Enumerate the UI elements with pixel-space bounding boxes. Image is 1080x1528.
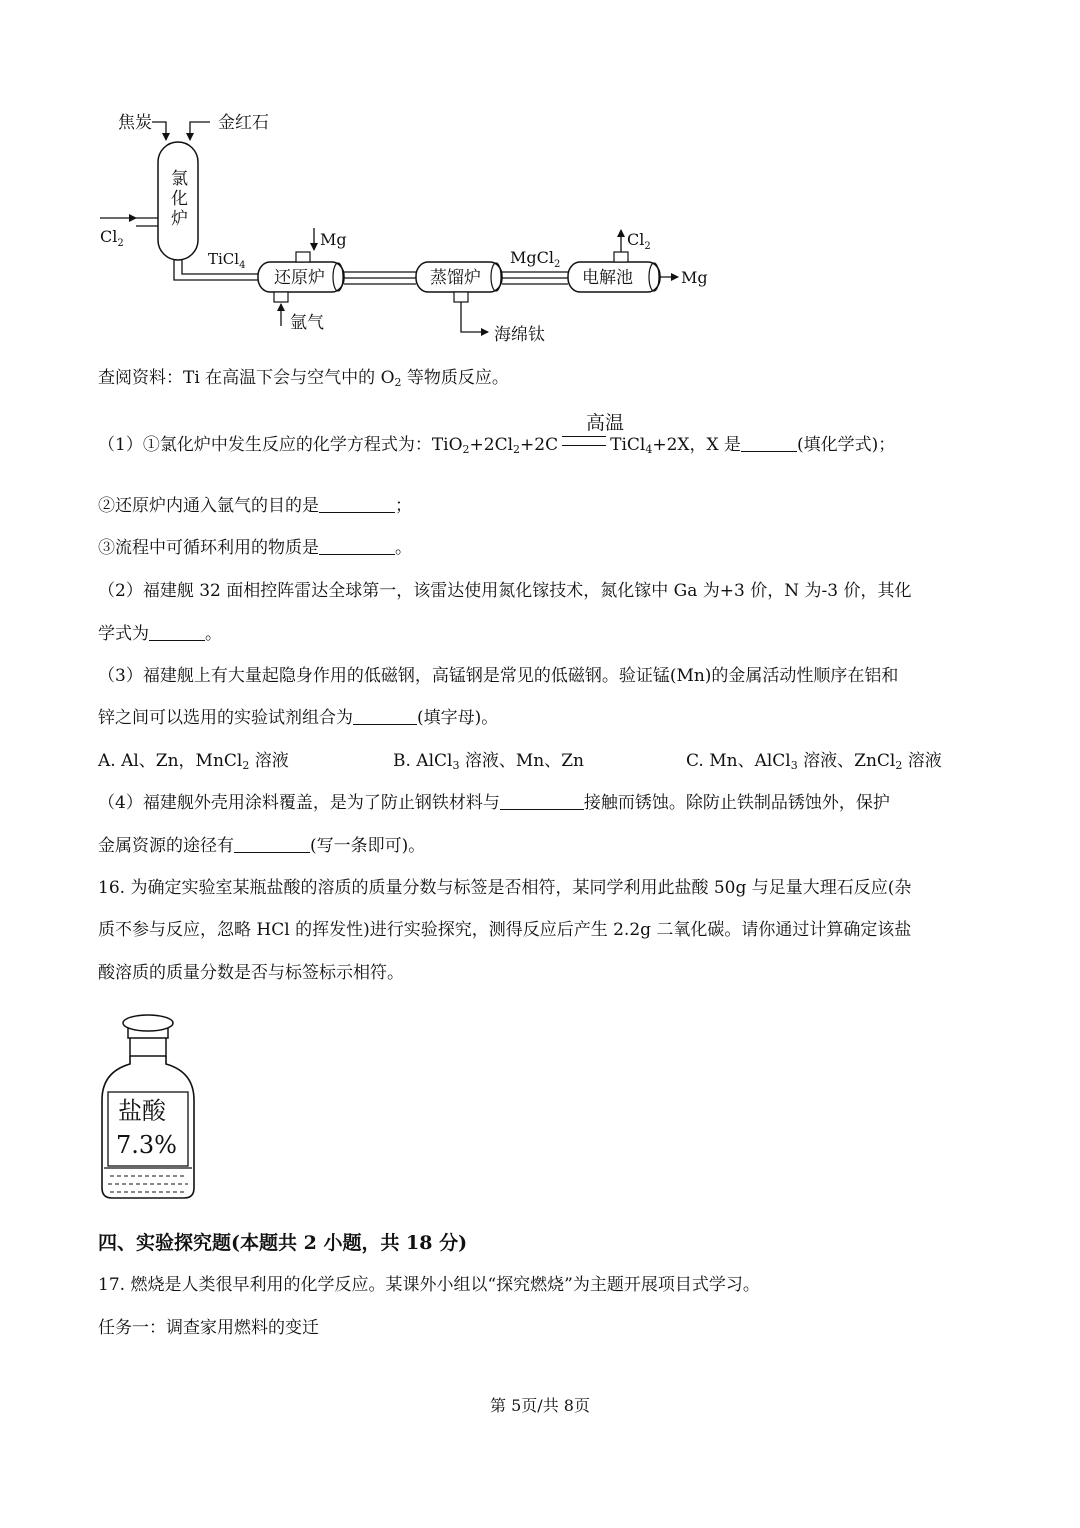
option-a: A. Al、Zn，MnCl$_2$ 溶液 [98, 751, 289, 772]
question-4-line-1: （4）福建舰外壳用涂料覆盖，是为了防止钢铁材料与 接触而锈蚀。除防止铁制品锈蚀外，保护 [98, 793, 890, 813]
furnace-char-2: 化 [171, 189, 188, 209]
furnace-char-1: 氯 [171, 169, 188, 189]
question-17: 17. 燃烧是人类很早利用的化学反应。某课外小组以“探究燃烧”为主题开展项目式学习。 [98, 1275, 760, 1295]
coke-feed-arrow [152, 122, 166, 140]
equals-sign [562, 436, 606, 446]
sponge-titanium-label: 海绵钛 [494, 325, 545, 345]
chlorine-inlet-label: $Cl_2$ [100, 227, 124, 249]
distillation-furnace-label: 蒸馏炉 [430, 268, 481, 288]
question-2-line-1: （2）福建舰 32 面相控阵雷达全球第一，该雷达使用氮化镓技术，氮化镓中 Ga 为+3 价，N 为-3 价，其化 [98, 581, 912, 601]
option-c: C. Mn、AlCl$_3$ 溶液、ZnCl$_2$ 溶液 [686, 751, 942, 772]
option-b: B. AlCl$_3$ 溶液、Mn、Zn [393, 751, 584, 772]
question-3-line-2: 锌之间可以选用的实验试剂组合为 (填字母)。 [98, 708, 499, 728]
rutile-label: 金红石 [218, 113, 269, 133]
coke-label: 焦炭 [118, 113, 152, 133]
titanium-process-flow-diagram [90, 100, 730, 360]
reduction-furnace-label: 还原炉 [274, 268, 325, 288]
question-16-line-2: 质不参与反应，忽略 HCl 的挥发性)进行实验探究，测得反应后产生 2.2g 二氧化碳。请你通过计算确定该盐 [98, 920, 912, 940]
question-1-part-2: ②还原炉内通入氩气的目的是 ； [98, 496, 412, 516]
mgcl2-label: MgCl$_2$ [510, 248, 561, 270]
mg-outlet-label: Mg [681, 268, 708, 287]
furnace-char-3: 炉 [171, 209, 188, 229]
task-1: 任务一：调查家用燃料的变迁 [98, 1318, 319, 1338]
electrolysis-cell-label: 电解池 [582, 268, 633, 288]
question-4-line-2: 金属资源的途径有 (写一条即可)。 [98, 836, 426, 856]
question-16-line-1: 16. 为确定实验室某瓶盐酸的溶质的质量分数与标签是否相符，某同学利用此盐酸 50g 与足量大理石反应(杂 [98, 878, 912, 898]
question-2-line-2: 学式为 。 [98, 624, 222, 644]
rutile-feed-arrow [190, 122, 210, 140]
argon-label: 氩气 [290, 313, 324, 333]
question-16-line-3: 酸溶质的质量分数是否与标签标示相符。 [98, 963, 404, 983]
high-temperature-condition: 高温 [586, 412, 625, 434]
ticl4-label: TiCl$_4$ [208, 250, 246, 271]
question-3-line-1: （3）福建舰上有大量起隐身作用的低磁钢，高锰钢是常见的低磁钢。验证锰(Mn)的金属活动性顺序在铝和 [98, 666, 899, 686]
reference-note: 查阅资料：Ti 在高温下会与空气中的 $O_2$ 等物质反应。 [98, 368, 509, 389]
question-1-part-1: （1）①氯化炉中发生反应的化学方程式为：$TiO_2+2Cl_2+2C$ TiCl$_4$+2X，X 是 (填化学式)； [98, 435, 896, 456]
chlorine-outlet-label: $Cl_2$ [627, 230, 651, 252]
bottle-label-name: 盐酸 [118, 1097, 166, 1125]
page-footer: 第 5页/共 8页 [490, 1396, 590, 1415]
bottle-label-percent: 7.3% [116, 1131, 177, 1159]
section-4-heading: 四、实验探究题(本题共 2 小题，共 18 分) [98, 1232, 468, 1254]
hydrochloric-acid-bottle [96, 1008, 206, 1204]
question-1-part-3: ③流程中可循环利用的物质是 。 [98, 538, 412, 558]
mg-inlet-label: Mg [320, 230, 347, 249]
